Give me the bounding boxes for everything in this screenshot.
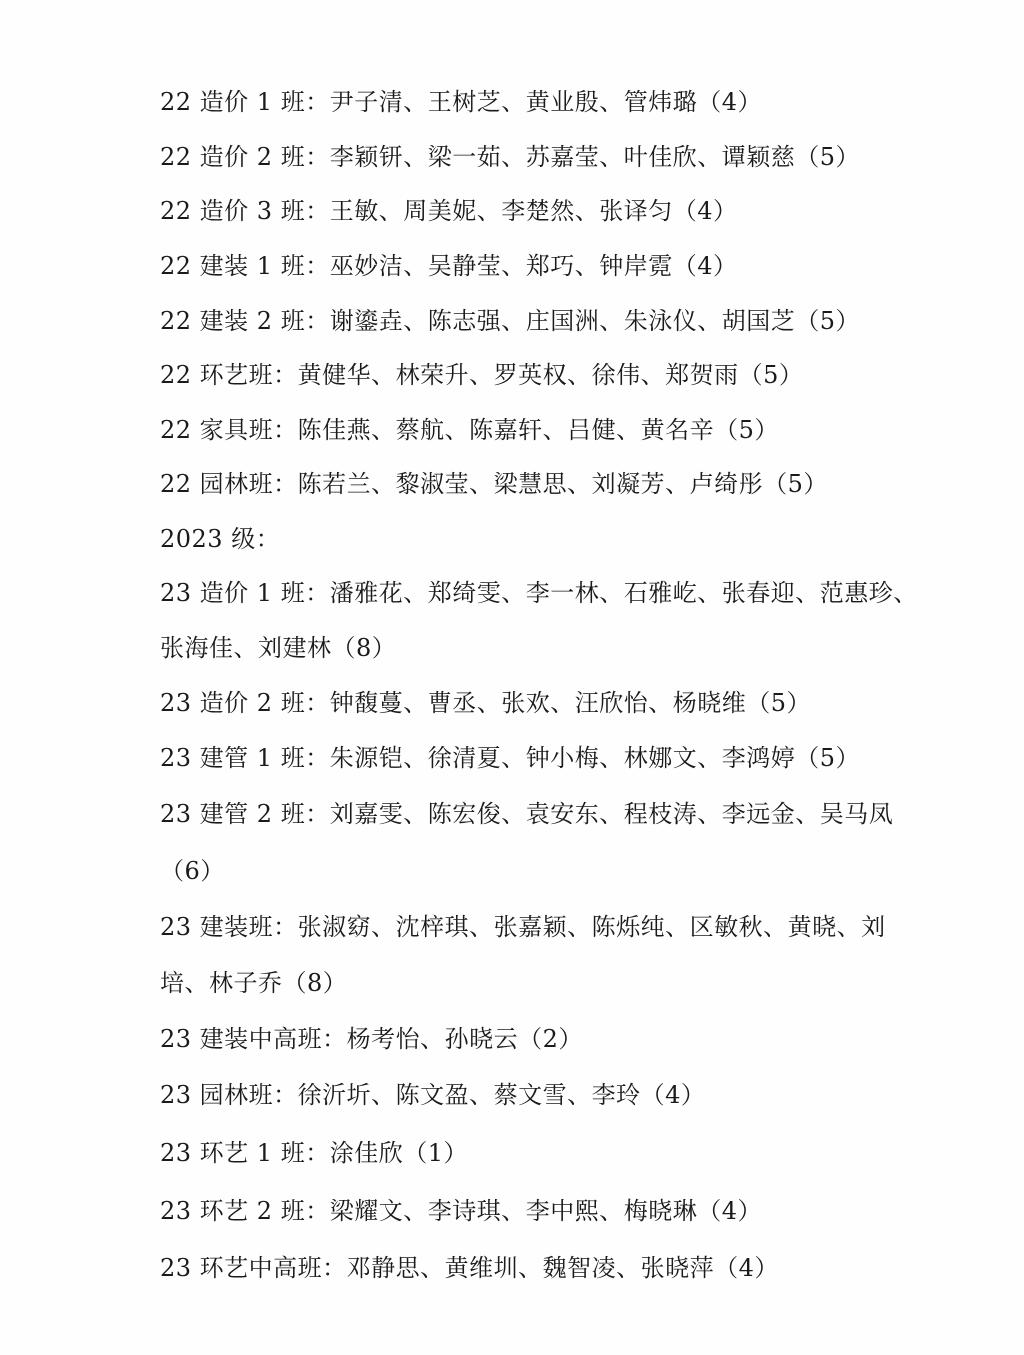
- class-line-23-cost-1: 23 造价 1 班：潘雅花、郑绮雯、李一林、石雅屹、张春迎、范惠珍、: [160, 579, 918, 607]
- class-line-22-landscape: 22 园林班：陈若兰、黎淑莹、梁慧思、刘凝芳、卢绮彤（5）: [160, 470, 828, 498]
- class-line-23-mgmt-2: 23 建管 2 班：刘嘉雯、陈宏俊、袁安东、程枝涛、李远金、吴马凤: [160, 800, 894, 828]
- class-line-23-decoration-cont: 培、林子乔（8）: [160, 969, 348, 997]
- class-line-23-mgmt-2-cont: （6）: [160, 857, 225, 885]
- class-line-23-mgmt-1: 23 建管 1 班：朱源铠、徐清夏、钟小梅、林娜文、李鸿婷（5）: [160, 744, 860, 772]
- class-line-23-cost-1-cont: 张海佳、刘建林（8）: [160, 634, 397, 662]
- class-line-23-env-art-2: 23 环艺 2 班：梁耀文、李诗琪、李中熙、梅晓琳（4）: [160, 1197, 762, 1225]
- class-line-23-env-art-mid-high: 23 环艺中高班：邓静思、黄维圳、魏智凌、张晓萍（4）: [160, 1254, 779, 1282]
- class-line-23-cost-2: 23 造价 2 班：钟馥蔓、曹丞、张欢、汪欣怡、杨晓维（5）: [160, 689, 811, 717]
- class-line-22-cost-1: 22 造价 1 班：尹子清、王树芝、黄业殷、管炜璐（4）: [160, 88, 762, 116]
- class-line-22-cost-3: 22 造价 3 班：王敏、周美妮、李楚然、张译匀（4）: [160, 197, 738, 225]
- class-line-23-decoration-mid-high: 23 建装中高班：杨考怡、孙晓云（2）: [160, 1025, 583, 1053]
- class-line-22-furniture: 22 家具班：陈佳燕、蔡航、陈嘉轩、吕健、黄名辛（5）: [160, 416, 779, 444]
- class-line-22-decoration-1: 22 建装 1 班：巫妙洁、吴静莹、郑巧、钟岸霓（4）: [160, 252, 738, 280]
- class-line-23-landscape: 23 园林班：徐沂圻、陈文盈、蔡文雪、李玲（4）: [160, 1081, 706, 1109]
- class-line-22-cost-2: 22 造价 2 班：李颖钘、梁一茹、苏嘉莹、叶佳欣、谭颖慈（5）: [160, 143, 860, 171]
- class-line-22-decoration-2: 22 建装 2 班：谢鎏垚、陈志强、庄国洲、朱泳仪、胡国芝（5）: [160, 307, 860, 335]
- section-heading-2023: 2023 级：: [160, 525, 281, 553]
- class-line-23-env-art-1: 23 环艺 1 班：涂佳欣（1）: [160, 1139, 468, 1167]
- class-line-22-env-art: 22 环艺班：黄健华、林荣升、罗英权、徐伟、郑贺雨（5）: [160, 361, 804, 389]
- class-line-23-decoration: 23 建装班：张淑窈、沈梓琪、张嘉颖、陈烁纯、区敏秋、黄晓、刘: [160, 913, 886, 941]
